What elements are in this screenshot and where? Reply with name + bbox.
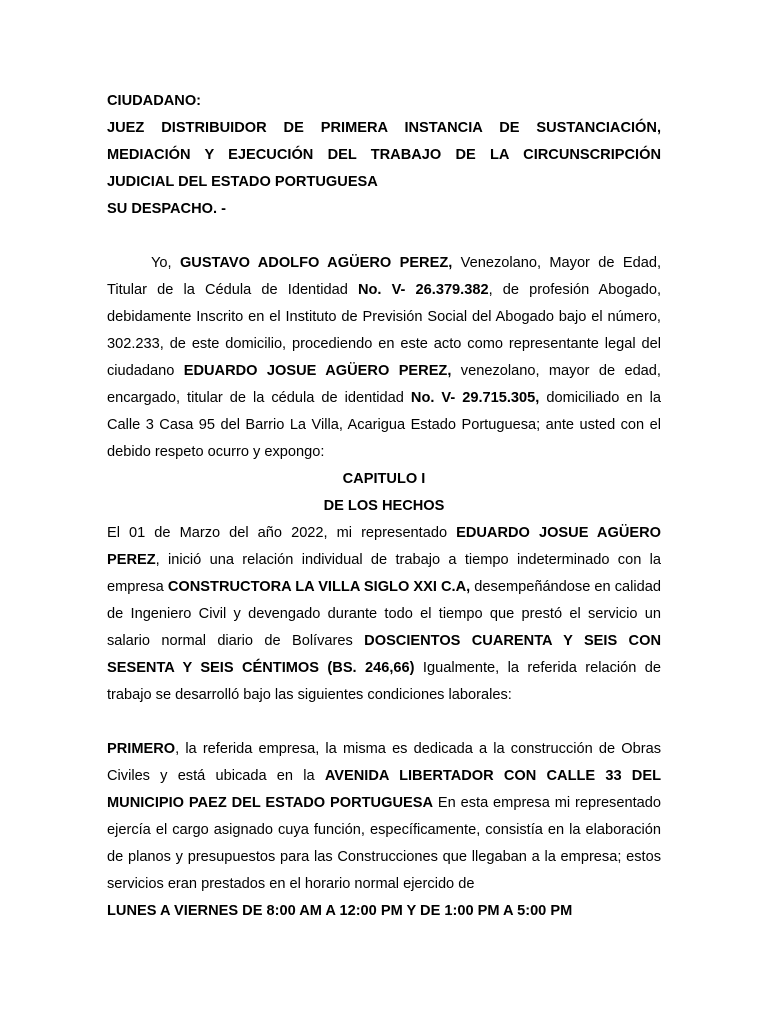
addressee-line-jurisdiction: JUDICIAL DEL ESTADO PORTUGUESA [107, 174, 378, 190]
intro-text-5: domiciliado en la Calle 3 Casa 95 del Barrio La Villa, Acarigua Estado Portuguesa; ante usted con el debido respeto ocurro y expongo: [107, 390, 661, 460]
facts-text-1: El 01 de Marzo del año 2022, mi representado [107, 525, 457, 541]
document-page [107, 88, 661, 925]
first-condition-paragraph [107, 736, 661, 898]
chapter-number: CAPITULO I [342, 471, 426, 487]
spacer [107, 709, 661, 736]
facts-company-name: CONSTRUCTORA LA VILLA SIGLO XXI C.A, [167, 579, 471, 595]
intro-text-1: Yo, [151, 255, 180, 271]
spacer [107, 223, 661, 250]
intro-client-name: EDUARDO JOSUE AGÜERO PEREZ, [183, 363, 452, 379]
first-company-address: AVENIDA LIBERTADOR CON CALLE 33 DEL MUNICIPIO PAEZ DEL ESTADO PORTUGUESA [107, 768, 661, 811]
first-text-1: , la referida empresa, la misma es dedicada a la construcción de Obras Civiles y está ubicada en la [107, 741, 661, 784]
intro-attorney-name: GUSTAVO ADOLFO AGÜERO PEREZ, [179, 255, 453, 271]
addressee-line-mediation: MEDIACIÓN Y EJECUCIÓN DEL TRABAJO DE LA CIRCUNSCRIPCIÓN [107, 147, 661, 163]
intro-text-2: Venezolano, Mayor de Edad, Titular de la Cédula de Identidad [107, 255, 662, 298]
facts-text-2: , inició una relación individual de trabajo a tiempo indeterminado con la empresa [107, 552, 661, 595]
intro-paragraph [107, 250, 661, 466]
intro-client-id: No. V- 29.715.305, [410, 390, 540, 406]
intro-text-4: venezolano, mayor de edad, encargado, titular de la cédula de identidad [107, 363, 661, 406]
intro-text-3: , de profesión Abogado, debidamente Inscrito en el Instituto de Previsión Social del Abogado bajo el número, 302.233, de este domicilio, procediendo en este acto como representante legal del ciudadano [107, 282, 662, 379]
facts-text-3: desempeñándose en calidad de Ingeniero Civil y devengado durante todo el tiempo que prestó el servicio un salario normal diario de Bolívares [107, 579, 661, 649]
addressee-line-judge: JUEZ DISTRIBUIDOR DE PRIMERA INSTANCIA DE SUSTANCIACIÓN, [107, 120, 661, 136]
facts-salary-amount: DOSCIENTOS CUARENTA Y SEIS CON SESENTA Y SEIS CÉNTIMOS (BS. 246,66) [107, 633, 661, 676]
addressee-salutation: CIUDADANO: [107, 93, 202, 109]
intro-attorney-id: No. V- 26.379.382 [357, 282, 489, 298]
first-text-2: En esta empresa mi representado ejercía el cargo asignado cuya función, específicamente, consistía en la elaboración de planos y presupuestos para las Construcciones que llegaban a la empresa; estos servicios eran prestados en el horario normal ejercido de [107, 795, 661, 892]
addressee-block [107, 88, 661, 223]
chapter-title: DE LOS HECHOS [323, 498, 445, 514]
facts-client-name: EDUARDO JOSUE AGÜERO PEREZ [107, 525, 661, 568]
facts-text-4: Igualmente, la referida relación de trabajo se desarrolló bajo las siguientes condiciones laborales: [107, 660, 661, 703]
addressee-office: SU DESPACHO. - [107, 201, 226, 217]
first-label: PRIMERO [107, 741, 176, 757]
first-work-schedule: LUNES A VIERNES DE 8:00 AM A 12:00 PM Y DE 1:00 PM A 5:00 PM [107, 903, 573, 919]
facts-paragraph [107, 520, 661, 709]
